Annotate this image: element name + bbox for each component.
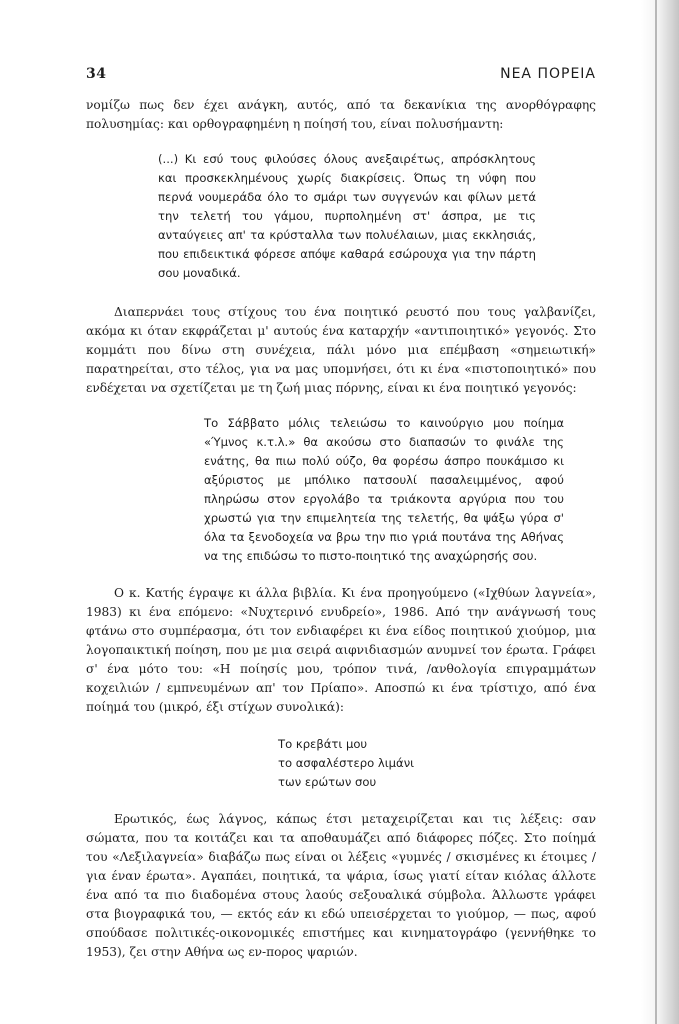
poem-excerpt bbox=[278, 735, 596, 792]
page-edge-shadow bbox=[641, 0, 679, 1024]
body-paragraph-4: Ερωτικός, έως λάγνος, κάπως έτσι μεταχειρίζεται και τις λέξεις: σαν σώματα, που τα κοιτάζει και τα αποθαυμάζει από διάφορες πόζες. Στο ποίημά του «Λεξιλαγνεία» διαβάζω πως είναι οι λέξεις «γυμνές / σκισμένες κι έτοιμες / για έναν έρωτα». Αγαπάει, ποιητικά, τα ψάρια, ίσως γιατί είταν κιόλας άλλοτε ένα από τα πιο διαδομένα στους λαούς σεξουαλικά σύμβολα. Άλλωστε γράφει στα βιογραφικά του, — εκτός εάν κι εδώ υπεισέρχεται το γιούμορ, — πως, αφού σπούδασε πολιτικές-οικονομικές επιστήμες και κινηματογράφο (γεννήθηκε το 1953), ζει στην Αθήνα ως εν-πορος ψαριών. bbox=[86, 812, 596, 959]
document-page bbox=[86, 66, 596, 962]
poem-line: των ερώτων σου bbox=[278, 775, 377, 789]
quote-block-1: (...) Κι εσύ τους φιλούσες όλους ανεξαιρέτως, απρόσκλητους και προσκεκλημένους χωρίς διακρίσεις. Όπως τη νύφη που περνά νουμεράδα όλο το σμάρι των συγγενών και φίλων μετά την τελετή του γάμου, πυρπολημένη στ' άσπρα, με τις ανταύγειες απ' τα κρύσταλλα των πολυέλαιων, μιας εκκλησιάς, που επιδεικτικά φόρεσε απόψε καθαρά εσώρουχα για την πάρτη σου μοναδικά. bbox=[158, 152, 536, 280]
page-number: 34 bbox=[86, 66, 107, 82]
binding-gutter-line bbox=[655, 0, 657, 1024]
journal-title: ΝΕΑ ΠΟΡΕΙΑ bbox=[500, 66, 596, 82]
body-paragraph-2: Διαπερνάει τους στίχους του ένα ποιητικό ρευστό που τους γαλβανίζει, ακόμα κι όταν εκφράζεται μ' αυτούς ένα καταρχήν «αντιποιητικό» γεγονός. Στο κομμάτι που δίνω στη συνέχεια, πάλι μόνο μια επέμβαση «σημειωτική» παρατηρείται, στο τέλος, για να μας υπομνήσει, ότι κι ένα «πιστοποιητικό» που ενδέχεται να σχετίζεται με τη ζωή μιας πόρνης, είναι κι ένα ποιητικό γεγονός: bbox=[86, 305, 596, 395]
poem-line: το ασφαλέστερο λιμάνι bbox=[278, 756, 415, 770]
running-header bbox=[86, 66, 596, 90]
poem-line: Το κρεβάτι μου bbox=[278, 737, 368, 751]
quote-block-2: Το Σάββατο μόλις τελειώσω το καινούργιο μου ποίημα «Ύμνος κ.τ.λ.» θα ακούσω στο διαπασών το φινάλε της ενάτης, θα πιω πολύ ούζο, θα φορέσω άσπρο πουκάμισο κι αξύριστος με μπόλικο πατσουλί πασαλειμμένος, αφού πληρώσω στον εργολάβο τα τριάκοντα αργύρια που του χρωστώ για την επιμελητεία της τελετής, θα ψάξω γύρα σ' όλα τα ξενοδοχεία να βρω την πιο γριά πουτάνα της Αθήνας να της επιδώσω το πιστο-ποιητικό της αναχώρησής σου. bbox=[204, 416, 564, 563]
body-paragraph-3: Ο κ. Κατής έγραψε κι άλλα βιβλία. Κι ένα προηγούμενο («Ιχθύων λαγνεία», 1983) κι ένα επόμενο: «Νυχτερινό ενυδρείο», 1986. Από την ανάγνωσή τους φτάνω στο συμπέρασμα, ότι τον ενδιαφέρει κι ένα είδος ποιητικού χιούμορ, μια λογοπαικτική ποίηση, που με μια σειρά αιφνιδιασμών ανυμνεί τον έρωτα. Γράφει σ' ένα μότο του: «Η ποίησίς μου, τρόπον τινά, /ανθολογία επιγραμμάτων κοχειλιών / εμπνευμένων απ' τον Πρίαπο». Αποσπώ κι ένα τρίστιχο, από ένα ποίημά του (μικρό, έξι στίχων συνολικά): bbox=[86, 586, 596, 714]
intro-paragraph: νομίζω πως δεν έχει ανάγκη, αυτός, από τα δεκανίκια της ανορθόγραφης πολυσημίας: και ορθογραφημένη η ποίησή του, είναι πολυσήμαντη: bbox=[86, 98, 596, 131]
